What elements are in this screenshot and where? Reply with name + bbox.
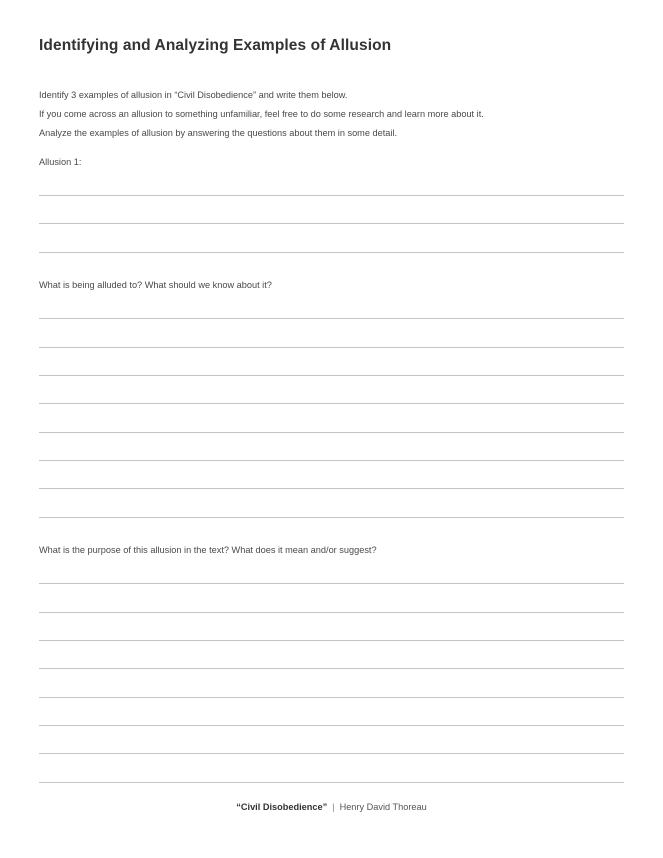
footer-author: Henry David Thoreau — [339, 802, 427, 812]
writing-line[interactable] — [39, 612, 624, 613]
question-purpose: What is the purpose of this allusion in the text? What does it mean and/or suggest? — [39, 545, 377, 555]
instruction-line: Analyze the examples of allusion by answering the questions about them in some detail. — [39, 128, 398, 138]
writing-line[interactable] — [39, 725, 624, 726]
writing-line[interactable] — [39, 668, 624, 669]
writing-line[interactable] — [39, 195, 624, 196]
allusion-1-label: Allusion 1: — [39, 157, 82, 167]
footer-work-title: “Civil Disobedience” — [236, 802, 328, 812]
instructions — [39, 86, 629, 143]
writing-line[interactable] — [39, 460, 624, 461]
footer-separator: | — [332, 802, 335, 812]
writing-line[interactable] — [39, 347, 624, 348]
writing-line[interactable] — [39, 753, 624, 754]
question-alluded-to: What is being alluded to? What should we know about it? — [39, 280, 272, 290]
writing-line[interactable] — [39, 583, 624, 584]
writing-line[interactable] — [39, 403, 624, 404]
writing-line[interactable] — [39, 697, 624, 698]
writing-line[interactable] — [39, 517, 624, 518]
page-footer — [0, 802, 663, 812]
worksheet-title: Identifying and Analyzing Examples of Allusion — [39, 37, 392, 54]
writing-line[interactable] — [39, 432, 624, 433]
writing-line[interactable] — [39, 640, 624, 641]
writing-line[interactable] — [39, 375, 624, 376]
writing-line[interactable] — [39, 318, 624, 319]
writing-line[interactable] — [39, 782, 624, 783]
instruction-line: If you come across an allusion to something unfamiliar, feel free to do some research and learn more about it. — [39, 109, 484, 119]
writing-line[interactable] — [39, 252, 624, 253]
writing-line[interactable] — [39, 223, 624, 224]
writing-line[interactable] — [39, 488, 624, 489]
instruction-line: Identify 3 examples of allusion in “Civil Disobedience” and write them below. — [39, 90, 348, 100]
